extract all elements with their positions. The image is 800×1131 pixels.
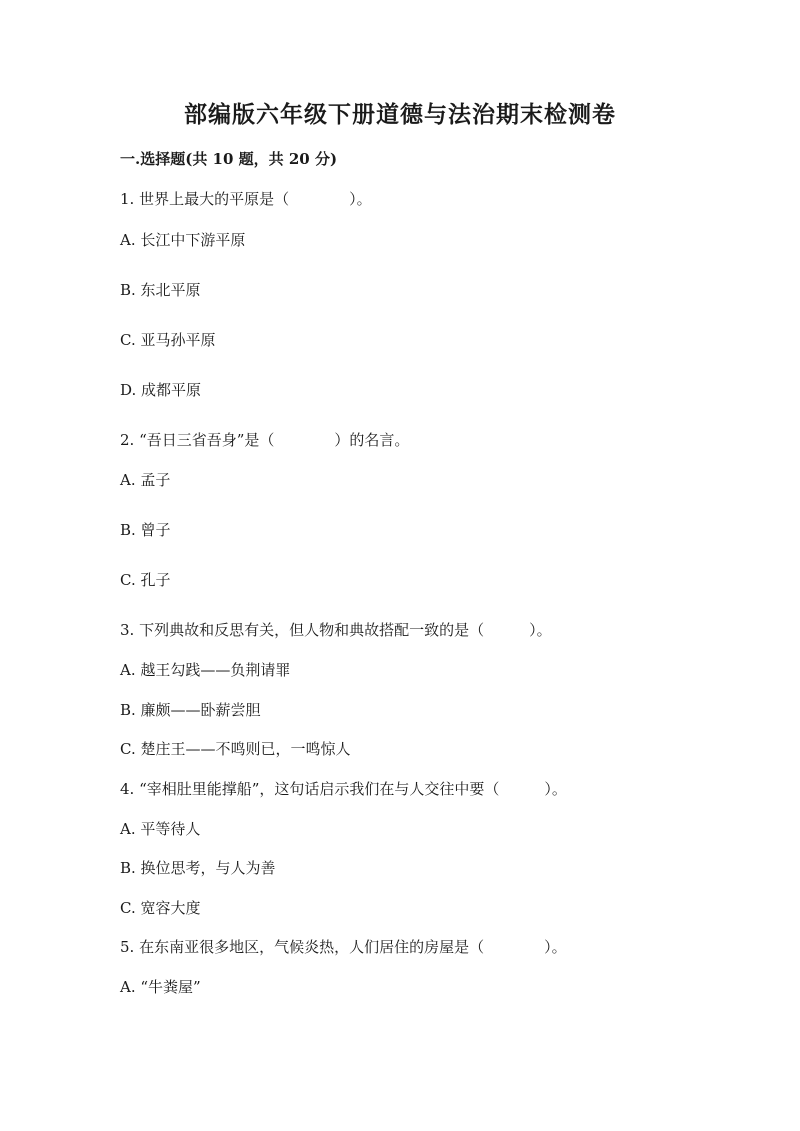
question-1-option-a: A. 长江中下游平原 <box>120 231 246 249</box>
question-1-option-d: D. 成都平原 <box>120 381 202 399</box>
question-4-stem: 4. “宰相肚里能撑船”，这句话启示我们在与人交往中要（ ）。 <box>120 780 567 798</box>
question-4-option-a: A. 平等待人 <box>120 820 201 838</box>
section-heading: 一.选择题(共 10 题，共 20 分) <box>120 150 338 168</box>
question-2-option-b: B. 曾子 <box>120 521 171 539</box>
question-3-option-c: C. 楚庄王——不鸣则已，一鸣惊人 <box>120 740 351 758</box>
question-5-stem: 5. 在东南亚很多地区，气候炎热，人们居住的房屋是（ ）。 <box>120 938 567 956</box>
page-title: 部编版六年级下册道德与法治期末检测卷 <box>184 101 616 128</box>
question-5-option-a: A. “牛粪屋” <box>120 978 201 996</box>
question-2-option-c: C. 孔子 <box>120 571 171 589</box>
question-3-option-b: B. 廉颇——卧薪尝胆 <box>120 701 261 719</box>
question-1-option-c: C. 亚马孙平原 <box>120 331 216 349</box>
question-2-stem: 2. “吾日三省吾身”是（ ）的名言。 <box>120 431 410 449</box>
question-4-option-c: C. 宽容大度 <box>120 899 201 917</box>
question-1-option-b: B. 东北平原 <box>120 281 201 299</box>
question-2-option-a: A. 孟子 <box>120 471 171 489</box>
question-1-stem: 1. 世界上最大的平原是（ ）。 <box>120 190 372 208</box>
question-3-stem: 3. 下列典故和反思有关，但人物和典故搭配一致的是（ ）。 <box>120 621 552 639</box>
question-3-option-a: A. 越王勾践——负荆请罪 <box>120 661 291 679</box>
question-4-option-b: B. 换位思考，与人为善 <box>120 859 276 877</box>
